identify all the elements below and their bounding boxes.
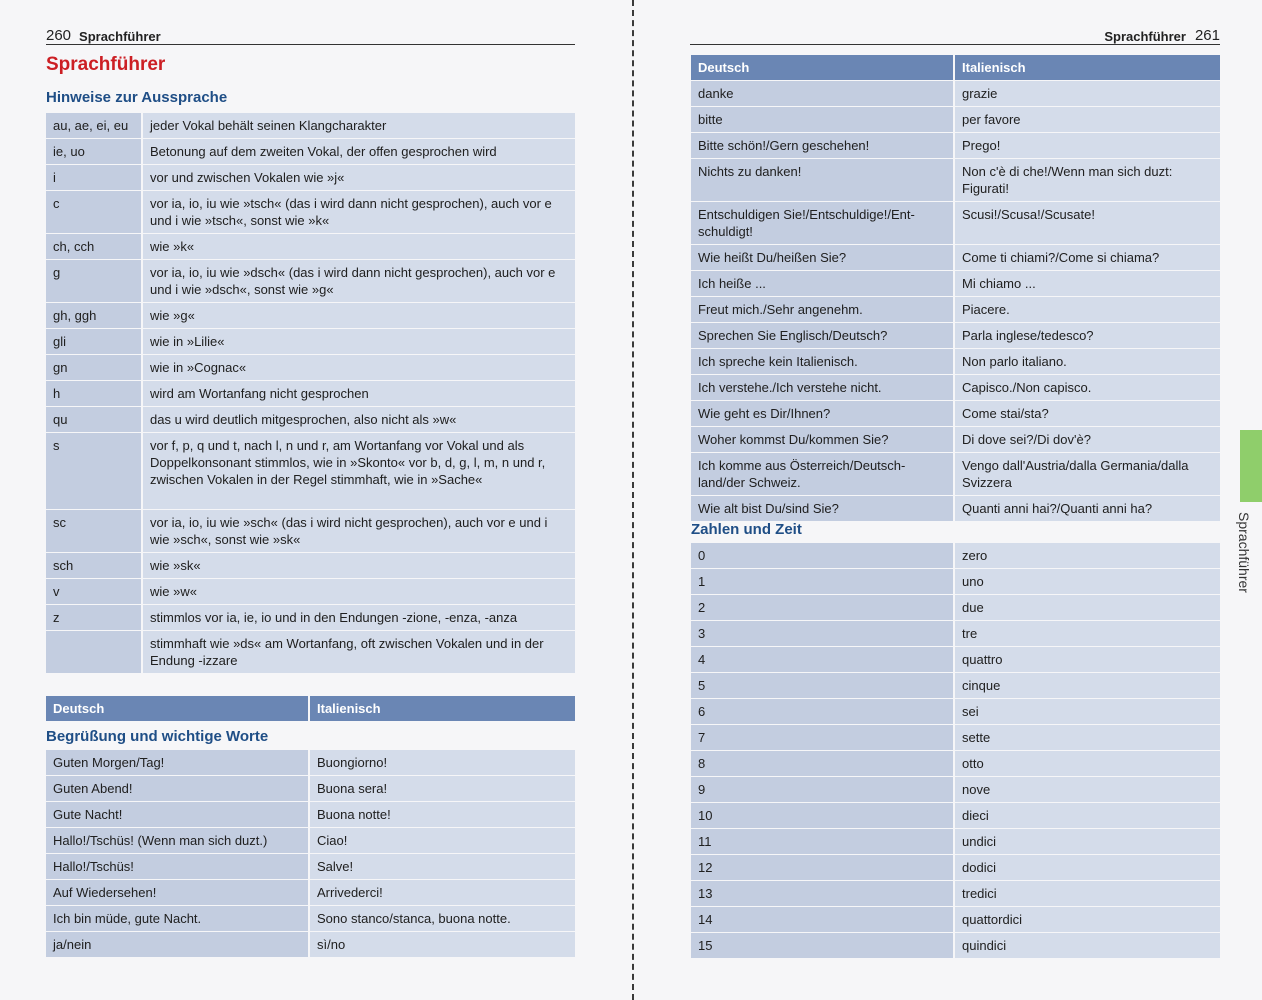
german-cell: Hallo!/Tschüs! [46, 854, 310, 879]
table-row [46, 355, 575, 380]
italian-cell: Buona notte! [310, 802, 575, 827]
number-cell: 5 [691, 673, 955, 698]
letters-cell: gh, ggh [46, 303, 143, 328]
german-cell: Gute Nacht! [46, 802, 310, 827]
italian-cell: nove [955, 777, 1220, 802]
table-row [46, 906, 575, 931]
letters-cell: g [46, 260, 143, 302]
german-cell: Wie heißt Du/heißen Sie? [691, 245, 955, 270]
table-row [691, 777, 1220, 802]
table-row [691, 349, 1220, 374]
italian-cell: quattro [955, 647, 1220, 672]
number-cell: 7 [691, 725, 955, 750]
rule-cell: jeder Vokal behält seinen Klangcharakter [143, 113, 575, 138]
german-cell: Guten Abend! [46, 776, 310, 801]
rule-cell: stimmlos vor ia, ie, io und in den Endungen -zione, -enza, -anza [143, 605, 575, 630]
rule-cell: wie in »Cognac« [143, 355, 575, 380]
right-running-head [690, 24, 1220, 45]
table-row [46, 165, 575, 190]
letters-cell: ch, cch [46, 234, 143, 259]
italian-cell: uno [955, 569, 1220, 594]
greetings-table [46, 749, 575, 958]
italian-cell: Scusi!/Scusa!/Scusate! [955, 202, 1220, 244]
table-row [46, 191, 575, 233]
letters-cell: h [46, 381, 143, 406]
letters-cell: ie, uo [46, 139, 143, 164]
table-row [691, 401, 1220, 426]
italian-cell: Non parlo italiano. [955, 349, 1220, 374]
italian-cell: Di dove sei?/Di dov'è? [955, 427, 1220, 452]
italian-cell: tredici [955, 881, 1220, 906]
rule-cell: das u wird deutlich mitgesprochen, also nicht als »w« [143, 407, 575, 432]
italian-cell: Vengo dall'Austria/dalla Germania/dalla Svizzera [955, 453, 1220, 495]
number-cell: 14 [691, 907, 955, 932]
rule-cell: wie »w« [143, 579, 575, 604]
letters-cell: s [46, 433, 143, 509]
table-row [691, 543, 1220, 568]
letters-cell: gli [46, 329, 143, 354]
letters-cell: i [46, 165, 143, 190]
number-cell: 3 [691, 621, 955, 646]
table-row [691, 453, 1220, 495]
table-row [691, 855, 1220, 880]
table-row [46, 510, 575, 552]
table-row [691, 595, 1220, 620]
german-cell: ja/nein [46, 932, 310, 957]
table-row [691, 647, 1220, 672]
letters-cell: z [46, 605, 143, 630]
table-row [691, 427, 1220, 452]
letters-cell: c [46, 191, 143, 233]
german-cell: Freut mich./Sehr angenehm. [691, 297, 955, 322]
german-column-header: Deutsch [46, 696, 310, 721]
italian-cell: Mi chiamo ... [955, 271, 1220, 296]
table-row [46, 381, 575, 406]
german-cell: Ich bin müde, gute Nacht. [46, 906, 310, 931]
left-running-title: Sprachführer [79, 29, 161, 44]
table-row [691, 829, 1220, 854]
pronunciation-table [46, 112, 575, 674]
table-row [46, 776, 575, 801]
table-row [46, 329, 575, 354]
german-cell: Wie alt bist Du/sind Sie? [691, 496, 955, 521]
left-running-head [46, 24, 575, 45]
table-row [46, 113, 575, 138]
table-row [46, 802, 575, 827]
number-cell: 1 [691, 569, 955, 594]
table-row [691, 271, 1220, 296]
italian-cell: Sono stanco/stanca, buona notte. [310, 906, 575, 931]
table-row [691, 159, 1220, 201]
letters-cell: qu [46, 407, 143, 432]
german-cell: Ich spreche kein Italienisch. [691, 349, 955, 374]
rule-cell: wie »g« [143, 303, 575, 328]
number-cell: 15 [691, 933, 955, 958]
table-row [46, 605, 575, 630]
letters-cell: v [46, 579, 143, 604]
table-row [691, 107, 1220, 132]
rule-cell: wie in »Lilie« [143, 329, 575, 354]
table-row [691, 81, 1220, 106]
greetings-title: Begrüßung und wichtige Worte [46, 728, 269, 745]
italian-cell: otto [955, 751, 1220, 776]
table-row [691, 202, 1220, 244]
german-cell: Sprechen Sie Englisch/Deutsch? [691, 323, 955, 348]
numbers-title: Zahlen und Zeit [691, 521, 802, 538]
table-row [691, 881, 1220, 906]
german-cell: Hallo!/Tschüs! (Wenn man sich duzt.) [46, 828, 310, 853]
italian-cell: Prego! [955, 133, 1220, 158]
table-row [691, 245, 1220, 270]
number-cell: 11 [691, 829, 955, 854]
italian-cell: Come stai/sta? [955, 401, 1220, 426]
german-cell: Wie geht es Dir/Ihnen? [691, 401, 955, 426]
number-cell: 2 [691, 595, 955, 620]
table-row [691, 751, 1220, 776]
italian-cell: dodici [955, 855, 1220, 880]
italian-cell: quindici [955, 933, 1220, 958]
number-cell: 4 [691, 647, 955, 672]
right-running-title: Sprachführer [1104, 29, 1186, 44]
italian-cell: sì/no [310, 932, 575, 957]
number-cell: 13 [691, 881, 955, 906]
italian-cell: Piacere. [955, 297, 1220, 322]
rule-cell: vor f, p, q und t, nach l, n und r, am Wortanfang vor Vokal und als Doppelkonsonant stimmlos, wie in »Skonto« vor b, d, g, l, m, n und r, zwischen Vokalen in der Regel stimmhaft, wie in »Sache« [143, 433, 575, 509]
number-cell: 10 [691, 803, 955, 828]
german-cell: Woher kommst Du/kommen Sie? [691, 427, 955, 452]
letters-cell: au, ae, ei, eu [46, 113, 143, 138]
german-cell: Bitte schön!/Gern geschehen! [691, 133, 955, 158]
side-tab-label: Sprachführer [1236, 512, 1252, 593]
german-cell: Ich verstehe./Ich verstehe nicht. [691, 375, 955, 400]
table-row [691, 803, 1220, 828]
number-cell: 12 [691, 855, 955, 880]
chapter-thumb-tab[interactable] [1240, 430, 1262, 502]
german-cell: Ich heiße ... [691, 271, 955, 296]
italian-column-header: Italienisch [310, 696, 575, 721]
numbers-table [691, 542, 1220, 959]
table-row [691, 621, 1220, 646]
german-column-header: Deutsch [691, 55, 955, 80]
italian-cell: sette [955, 725, 1220, 750]
table-row [46, 579, 575, 604]
rule-cell: vor ia, io, iu wie »tsch« (das i wird dann nicht gesprochen), auch vor e und i wie »tsch«, sonst wie »k« [143, 191, 575, 233]
table-row [46, 407, 575, 432]
table-row [46, 932, 575, 957]
german-cell: Ich komme aus Österreich/Deutschland/der Schweiz. [691, 453, 955, 495]
italian-cell: per favore [955, 107, 1220, 132]
german-cell: Entschuldigen Sie!/Entschuldige!/Entschuldigt! [691, 202, 955, 244]
italian-column-header: Italienisch [955, 55, 1220, 80]
table-row [691, 133, 1220, 158]
german-cell: Nichts zu danken! [691, 159, 955, 201]
right-page-number: 261 [1194, 27, 1220, 44]
table-row [691, 725, 1220, 750]
italian-cell: quattordici [955, 907, 1220, 932]
table-row [691, 933, 1220, 958]
number-cell: 9 [691, 777, 955, 802]
table-row [46, 139, 575, 164]
italian-cell: grazie [955, 81, 1220, 106]
table-row [691, 907, 1220, 932]
german-cell: Guten Morgen/Tag! [46, 750, 310, 775]
table-row [691, 323, 1220, 348]
italian-cell: Quanti anni hai?/Quanti anni ha? [955, 496, 1220, 521]
italian-cell: Salve! [310, 854, 575, 879]
table-row [691, 496, 1220, 521]
letters-cell: sch [46, 553, 143, 578]
vocab-header-left [46, 695, 575, 722]
italian-cell: Come ti chiami?/Come si chiama? [955, 245, 1220, 270]
rule-cell: stimmhaft wie »ds« am Wortanfang, oft zwischen Vokalen und in der Endung -izzare [143, 631, 575, 673]
table-row [46, 854, 575, 879]
left-page-number: 260 [46, 27, 72, 44]
italian-cell: Capisco./Non capisco. [955, 375, 1220, 400]
table-row [46, 750, 575, 775]
italian-cell: due [955, 595, 1220, 620]
italian-cell: undici [955, 829, 1220, 854]
italian-cell: zero [955, 543, 1220, 568]
number-cell: 8 [691, 751, 955, 776]
rule-cell: wie »k« [143, 234, 575, 259]
table-row [691, 673, 1220, 698]
rule-cell: vor ia, io, iu wie »dsch« (das i wird dann nicht gesprochen), auch vor e und i wie »dsch«, sonst wie »g« [143, 260, 575, 302]
table-row [46, 303, 575, 328]
right-page [634, 0, 1262, 1000]
italian-cell: cinque [955, 673, 1220, 698]
table-row [691, 297, 1220, 322]
german-cell: bitte [691, 107, 955, 132]
phrases-table [691, 54, 1220, 522]
number-cell: 0 [691, 543, 955, 568]
table-row [46, 880, 575, 905]
rule-cell: vor und zwischen Vokalen wie »j« [143, 165, 575, 190]
letters-cell: gn [46, 355, 143, 380]
table-row [46, 234, 575, 259]
table-row [46, 553, 575, 578]
german-cell: danke [691, 81, 955, 106]
italian-cell: Buongiorno! [310, 750, 575, 775]
italian-cell: Non c'è di che!/Wenn man sich duzt: Figurati! [955, 159, 1220, 201]
italian-cell: tre [955, 621, 1220, 646]
table-row [691, 375, 1220, 400]
italian-cell: Buona sera! [310, 776, 575, 801]
section-title: Sprachführer [46, 54, 166, 75]
table-row [691, 569, 1220, 594]
italian-cell: dieci [955, 803, 1220, 828]
german-cell: Auf Wiedersehen! [46, 880, 310, 905]
rule-cell: vor ia, io, iu wie »sch« (das i wird nicht gesprochen), auch vor e und i wie »sch«, sonst wie »sk« [143, 510, 575, 552]
table-row [46, 433, 575, 509]
rule-cell: wird am Wortanfang nicht gesprochen [143, 381, 575, 406]
table-row [46, 260, 575, 302]
table-row [691, 699, 1220, 724]
table-row [46, 631, 575, 673]
rule-cell: wie »sk« [143, 553, 575, 578]
letters-cell: sc [46, 510, 143, 552]
italian-cell: Parla inglese/tedesco? [955, 323, 1220, 348]
table-row [46, 828, 575, 853]
italian-cell: sei [955, 699, 1220, 724]
letters-cell [46, 631, 143, 673]
italian-cell: Arrivederci! [310, 880, 575, 905]
rule-cell: Betonung auf dem zweiten Vokal, der offen gesprochen wird [143, 139, 575, 164]
italian-cell: Ciao! [310, 828, 575, 853]
pronunciation-title: Hinweise zur Aussprache [46, 89, 228, 106]
number-cell: 6 [691, 699, 955, 724]
